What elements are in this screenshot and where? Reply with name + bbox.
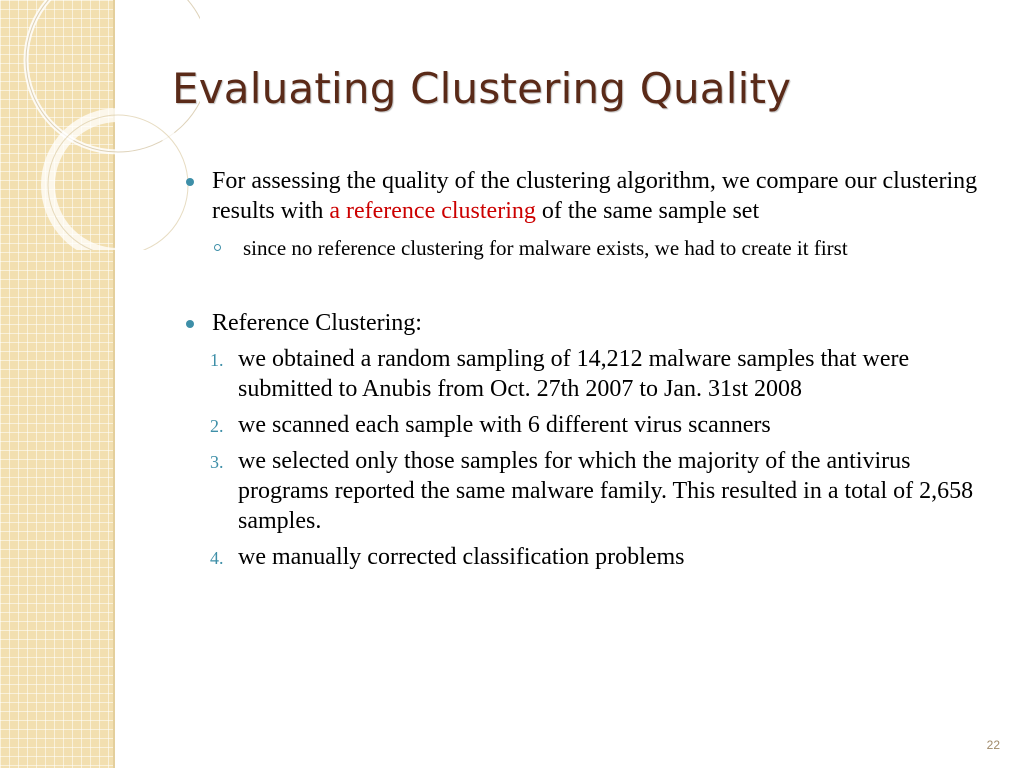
numbered-item-3 — [186, 446, 996, 536]
numbered-item-1 — [186, 344, 996, 404]
item-text: we obtained a random sampling of 14,212 malware samples that were submitted to Anubis from Oct. 27th 2007 to Jan. 31st 2008 — [238, 346, 910, 402]
item-number: 1. — [210, 350, 224, 370]
numbered-item-2 — [186, 410, 996, 440]
item-text: we scanned each sample with 6 different virus scanners — [238, 412, 771, 438]
bullet-dot-icon — [186, 178, 194, 186]
decorative-rings — [0, 0, 200, 250]
slide-body — [186, 166, 996, 572]
bullet-text-start: For assessing the quality of the clustering algorithm, we compare our clustering results with — [212, 168, 978, 224]
bullet-heading: Reference Clustering: — [212, 310, 422, 336]
bullet-reference-clustering — [186, 308, 996, 338]
page-number: 22 — [986, 738, 1000, 752]
slide-title: Evaluating Clustering Quality — [172, 64, 792, 113]
item-text: we selected only those samples for which the majority of the antivirus programs reported the same malware family. This resulted in a total of 2,658 samples. — [238, 448, 974, 534]
item-number: 2. — [210, 416, 224, 436]
bullet-text-end: of the same sample set — [535, 198, 760, 224]
item-number: 3. — [210, 452, 224, 472]
sub-bullet-reference-missing — [186, 235, 996, 261]
bullet-assessing — [186, 166, 996, 226]
highlighted-reference-clustering: a reference clustering — [329, 198, 536, 224]
item-number: 4. — [210, 548, 224, 568]
sub-bullet-text: since no reference clustering for malware exists, we had to create it first — [243, 236, 848, 260]
sub-bullet-ring-icon — [214, 244, 221, 251]
bullet-dot-icon — [186, 320, 194, 328]
numbered-item-4 — [186, 542, 996, 572]
item-text: we manually corrected classification problems — [238, 544, 685, 570]
